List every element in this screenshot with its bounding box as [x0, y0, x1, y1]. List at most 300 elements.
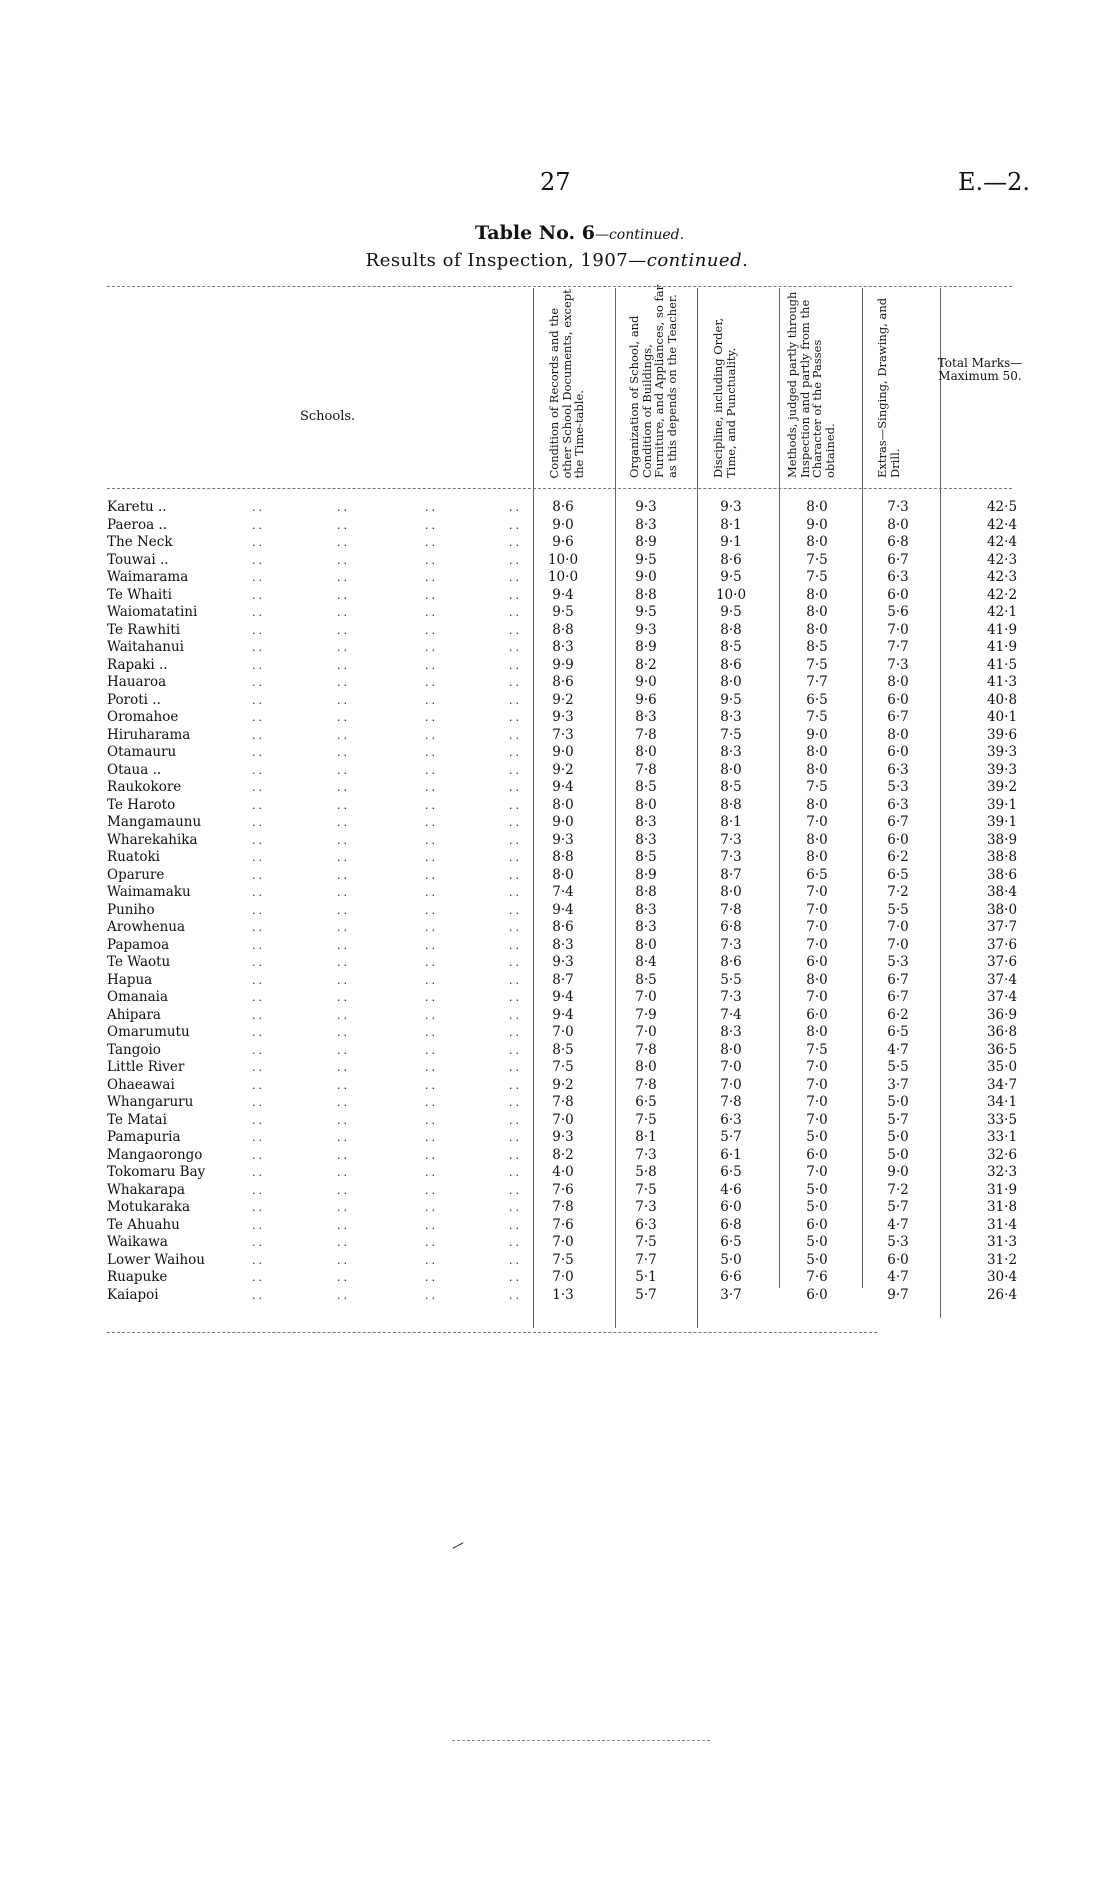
- leader-dots: ..: [509, 1148, 522, 1162]
- extras-value: 6·3: [887, 761, 909, 778]
- header-total-marks: Total Marks— Maximum 50.: [937, 356, 1023, 383]
- leader-dots: ..: [337, 1113, 350, 1127]
- table-row: [107, 691, 1018, 710]
- records-value: 9·0: [552, 814, 574, 830]
- leader-dots: ..: [252, 886, 265, 899]
- leader-dots: ..: [252, 798, 265, 812]
- discipline-value: 8·5: [720, 639, 742, 655]
- organization-value: 9·5: [635, 551, 657, 568]
- records-value: 9·2: [552, 1076, 574, 1093]
- leader-dots: ..: [252, 1043, 265, 1057]
- table-row: [107, 936, 1018, 955]
- leader-dots: ..: [252, 1026, 265, 1039]
- records-value: 8·0: [552, 796, 574, 813]
- methods-value: 7·0: [806, 884, 828, 900]
- extras-value: 7·0: [887, 919, 909, 935]
- leader-dots: ..: [509, 553, 522, 567]
- leader-dots: ..: [509, 1026, 522, 1039]
- records-value: 7·0: [552, 1269, 574, 1285]
- leader-dots: ..: [425, 641, 438, 654]
- total-value: 36·5: [986, 1041, 1018, 1058]
- extras-value: 6·7: [887, 551, 909, 568]
- school-name: Omanaia: [107, 989, 169, 1005]
- leader-dots: ..: [337, 518, 350, 532]
- leader-dots: ..: [425, 746, 438, 759]
- extras-value: 6·3: [887, 796, 909, 813]
- records-value: 7·6: [552, 1181, 574, 1198]
- total-value: 41·9: [986, 621, 1018, 638]
- leader-dots: ..: [252, 1078, 265, 1092]
- table-row: [107, 1164, 1018, 1182]
- total-value: 39·3: [986, 744, 1018, 760]
- leader-dots: ..: [425, 1183, 438, 1197]
- leader-dots: ..: [509, 1061, 522, 1074]
- total-value: 42·3: [986, 569, 1018, 585]
- total-value: 31·8: [986, 1199, 1018, 1215]
- leader-dots: ..: [425, 1218, 438, 1232]
- discipline-value: 6·5: [720, 1234, 742, 1250]
- leader-dots: ..: [425, 798, 438, 812]
- extras-value: 8·0: [887, 726, 909, 743]
- organization-value: 8·9: [635, 534, 657, 550]
- organization-value: 7·5: [635, 1234, 657, 1250]
- organization-value: 8·3: [635, 919, 657, 935]
- methods-value: 7·0: [806, 1094, 828, 1110]
- methods-value: 8·0: [806, 849, 828, 865]
- discipline-value: 9·1: [720, 534, 742, 550]
- leader-dots: ..: [425, 1078, 438, 1092]
- extras-value: 6·7: [887, 709, 909, 725]
- leader-dots: ..: [425, 956, 438, 969]
- leader-dots: ..: [509, 1078, 522, 1092]
- leader-dots: ..: [509, 728, 522, 742]
- extras-value: 5·7: [887, 1111, 909, 1128]
- school-name: Kaiapoi: [107, 1286, 159, 1303]
- table-row: [107, 569, 1018, 587]
- leader-dots: ..: [252, 1113, 265, 1127]
- methods-value: 7·6: [806, 1269, 828, 1285]
- extras-value: 8·0: [887, 516, 909, 533]
- table-row: [107, 761, 1018, 780]
- leader-dots: ..: [252, 1096, 265, 1109]
- organization-value: 8·5: [635, 971, 657, 988]
- leader-dots: ..: [425, 623, 438, 637]
- total-value: 42·3: [986, 551, 1018, 568]
- records-value: 9·4: [552, 1006, 574, 1023]
- leader-dots: ..: [252, 1253, 265, 1267]
- school-name: Motukaraka: [107, 1199, 191, 1215]
- organization-value: 8·0: [635, 796, 657, 813]
- discipline-value: 7·3: [720, 936, 742, 953]
- leader-dots: ..: [425, 763, 438, 777]
- extras-value: 6·7: [887, 971, 909, 988]
- footer-rule: [452, 1740, 710, 1741]
- organization-value: 7·3: [635, 1199, 657, 1215]
- table-row: [107, 1286, 1018, 1305]
- discipline-value: 9·5: [720, 691, 742, 708]
- records-value: 4·0: [552, 1164, 574, 1180]
- organization-value: 7·0: [635, 989, 657, 1005]
- organization-value: 8·3: [635, 709, 657, 725]
- discipline-value: 7·8: [720, 1094, 742, 1110]
- methods-value: 6·0: [806, 1006, 828, 1023]
- leader-dots: ..: [509, 536, 522, 549]
- total-value: 33·1: [986, 1129, 1018, 1145]
- school-name: Ruapuke: [107, 1269, 168, 1285]
- records-value: 9·0: [552, 516, 574, 533]
- methods-value: 7·0: [806, 1111, 828, 1128]
- records-value: 7·6: [552, 1216, 574, 1233]
- organization-value: 8·3: [635, 814, 657, 830]
- leader-dots: ..: [509, 938, 522, 952]
- leader-dots: ..: [425, 1043, 438, 1057]
- leader-dots: ..: [337, 1253, 350, 1267]
- total-value: 40·1: [986, 709, 1018, 725]
- leader-dots: ..: [425, 868, 438, 882]
- records-value: 8·6: [552, 919, 574, 935]
- leader-dots: ..: [337, 711, 350, 724]
- table-row: [107, 831, 1018, 850]
- leader-dots: ..: [337, 763, 350, 777]
- leader-dots: ..: [509, 781, 522, 794]
- table-row: [107, 516, 1018, 535]
- school-name: Touwai ..: [107, 551, 169, 568]
- leader-dots: ..: [425, 588, 438, 602]
- leader-dots: ..: [337, 641, 350, 654]
- total-value: 42·4: [986, 516, 1018, 533]
- school-name: Whangaruru: [107, 1094, 194, 1110]
- total-value: 37·6: [986, 936, 1018, 953]
- leader-dots: ..: [509, 571, 522, 584]
- discipline-value: 3·7: [720, 1286, 742, 1303]
- extras-value: 7·3: [887, 656, 909, 673]
- leader-dots: ..: [337, 1183, 350, 1197]
- school-name: Oromahoe: [107, 709, 179, 725]
- leader-dots: ..: [509, 1131, 522, 1144]
- leader-dots: ..: [337, 1131, 350, 1144]
- leader-dots: ..: [337, 676, 350, 689]
- methods-value: 7·0: [806, 989, 828, 1005]
- extras-value: 5·5: [887, 901, 909, 918]
- methods-value: 6·0: [806, 1146, 828, 1163]
- leader-dots: ..: [252, 676, 265, 689]
- school-name: Waimamaku: [107, 884, 191, 900]
- total-value: 34·1: [986, 1094, 1018, 1110]
- methods-value: 5·0: [806, 1199, 828, 1215]
- discipline-value: 8·0: [720, 1041, 742, 1058]
- records-value: 10·0: [547, 551, 579, 568]
- methods-value: 7·5: [806, 709, 828, 725]
- leader-dots: ..: [509, 676, 522, 689]
- methods-value: 8·5: [806, 639, 828, 655]
- header-schools: Schools.: [300, 409, 356, 424]
- discipline-value: 9·3: [720, 499, 742, 515]
- leader-dots: ..: [252, 956, 265, 969]
- total-value: 38·6: [986, 866, 1018, 883]
- discipline-value: 7·3: [720, 849, 742, 865]
- discipline-value: 9·5: [720, 604, 742, 620]
- leader-dots: ..: [425, 676, 438, 689]
- leader-dots: ..: [425, 1253, 438, 1267]
- school-name: Ruatoki: [107, 849, 160, 865]
- leader-dots: ..: [252, 606, 265, 619]
- leader-dots: ..: [337, 1008, 350, 1022]
- organization-value: 8·3: [635, 901, 657, 918]
- subtitle-main: Results of Inspection, 1907: [365, 250, 629, 271]
- discipline-value: 8·1: [720, 516, 742, 533]
- school-name: Ohaeawai: [107, 1076, 175, 1093]
- table-title-continued: —continued.: [594, 227, 685, 243]
- school-name: Te Waotu: [107, 954, 171, 970]
- leader-dots: ..: [509, 1113, 522, 1127]
- school-name: Te Rawhiti: [107, 621, 181, 638]
- table-row: [107, 1094, 1018, 1112]
- school-name: Wharekahika: [107, 831, 198, 848]
- school-name: Te Matai: [107, 1111, 167, 1128]
- table-row: [107, 849, 1018, 867]
- discipline-value: 6·8: [720, 1216, 742, 1233]
- table-row: [107, 621, 1018, 640]
- extras-value: 6·7: [887, 814, 909, 830]
- extras-value: 6·8: [887, 534, 909, 550]
- leader-dots: ..: [509, 606, 522, 619]
- leader-dots: ..: [509, 518, 522, 532]
- methods-value: 8·0: [806, 796, 828, 813]
- organization-value: 8·8: [635, 586, 657, 603]
- records-value: 8·3: [552, 639, 574, 655]
- organization-value: 9·0: [635, 569, 657, 585]
- leader-dots: ..: [509, 1201, 522, 1214]
- leader-dots: ..: [337, 728, 350, 742]
- records-value: 9·3: [552, 1129, 574, 1145]
- leader-dots: ..: [252, 571, 265, 584]
- leader-dots: ..: [337, 956, 350, 969]
- total-value: 41·5: [986, 656, 1018, 673]
- total-value: 42·1: [986, 604, 1018, 620]
- leader-dots: ..: [337, 1096, 350, 1109]
- leader-dots: ..: [425, 886, 438, 899]
- total-value: 42·5: [986, 499, 1018, 515]
- organization-value: 7·5: [635, 1181, 657, 1198]
- leader-dots: ..: [337, 991, 350, 1004]
- leader-dots: ..: [252, 781, 265, 794]
- leader-dots: ..: [425, 1113, 438, 1127]
- methods-value: 7·0: [806, 936, 828, 953]
- methods-value: 7·5: [806, 551, 828, 568]
- records-value: 8·0: [552, 866, 574, 883]
- records-value: 8·8: [552, 849, 574, 865]
- leader-dots: ..: [337, 1271, 350, 1284]
- leader-dots: ..: [252, 1166, 265, 1179]
- discipline-value: 6·8: [720, 919, 742, 935]
- leader-dots: ..: [425, 1026, 438, 1039]
- table-row: [107, 656, 1018, 675]
- leader-dots: ..: [509, 1271, 522, 1284]
- extras-value: 6·0: [887, 586, 909, 603]
- table-row: [107, 1111, 1018, 1130]
- methods-value: 9·0: [806, 516, 828, 533]
- school-name: Oparure: [107, 866, 165, 883]
- total-value: 35·0: [986, 1059, 1018, 1075]
- table-row: [107, 639, 1018, 657]
- leader-dots: ..: [509, 1288, 522, 1302]
- records-value: 9·3: [552, 709, 574, 725]
- methods-value: 6·5: [806, 691, 828, 708]
- discipline-value: 8·0: [720, 761, 742, 778]
- extras-value: 6·0: [887, 831, 909, 848]
- leader-dots: ..: [425, 1008, 438, 1022]
- leader-dots: ..: [337, 606, 350, 619]
- methods-value: 8·0: [806, 744, 828, 760]
- table-row: [107, 1076, 1018, 1095]
- discipline-value: 7·0: [720, 1059, 742, 1075]
- leader-dots: ..: [425, 1288, 438, 1302]
- leader-dots: ..: [509, 851, 522, 864]
- leader-dots: ..: [425, 501, 438, 514]
- discipline-value: 7·5: [720, 726, 742, 743]
- total-value: 36·8: [986, 1024, 1018, 1040]
- methods-value: 6·0: [806, 1286, 828, 1303]
- discipline-value: 8·8: [720, 621, 742, 638]
- leader-dots: ..: [337, 746, 350, 759]
- total-value: 33·5: [986, 1111, 1018, 1128]
- total-value: 32·6: [986, 1146, 1018, 1163]
- leader-dots: ..: [425, 1148, 438, 1162]
- total-value: 31·2: [986, 1251, 1018, 1268]
- total-value: 39·2: [986, 779, 1018, 795]
- discipline-value: 8·1: [720, 814, 742, 830]
- leader-dots: ..: [252, 763, 265, 777]
- records-value: 7·8: [552, 1094, 574, 1110]
- organization-value: 7·8: [635, 761, 657, 778]
- leader-dots: ..: [425, 973, 438, 987]
- leader-dots: ..: [509, 1183, 522, 1197]
- table-row: [107, 814, 1018, 832]
- leader-dots: ..: [425, 1131, 438, 1144]
- discipline-value: 5·0: [720, 1251, 742, 1268]
- extras-value: 5·3: [887, 779, 909, 795]
- leader-dots: ..: [337, 798, 350, 812]
- leader-dots: ..: [252, 501, 265, 514]
- extras-value: 9·0: [887, 1164, 909, 1180]
- methods-value: 7·7: [806, 674, 828, 690]
- table-row: [107, 744, 1018, 762]
- extras-value: 6·3: [887, 569, 909, 585]
- leader-dots: ..: [509, 1218, 522, 1232]
- leader-dots: ..: [425, 1166, 438, 1179]
- leader-dots: ..: [337, 903, 350, 917]
- page-code: E.—2.: [958, 168, 1031, 196]
- organization-value: 9·5: [635, 604, 657, 620]
- discipline-value: 8·6: [720, 551, 742, 568]
- extras-value: 4·7: [887, 1269, 909, 1285]
- extras-value: 6·5: [887, 1024, 909, 1040]
- total-value: 30·4: [986, 1269, 1018, 1285]
- school-name: Omarumutu: [107, 1024, 190, 1040]
- leader-dots: ..: [252, 1236, 265, 1249]
- school-name: Tangoio: [107, 1041, 161, 1058]
- methods-value: 7·5: [806, 569, 828, 585]
- school-name: Te Whaiti: [107, 586, 172, 603]
- school-name: Hapua: [107, 971, 153, 988]
- leader-dots: ..: [252, 1183, 265, 1197]
- leader-dots: ..: [425, 728, 438, 742]
- leader-dots: ..: [252, 658, 265, 672]
- records-value: 8·8: [552, 621, 574, 638]
- total-value: 42·4: [986, 534, 1018, 550]
- leader-dots: ..: [252, 746, 265, 759]
- leader-dots: ..: [252, 1131, 265, 1144]
- school-name: Arowhenua: [107, 919, 186, 935]
- table-row: [107, 954, 1018, 972]
- table-row: [107, 971, 1018, 990]
- school-name: Otamauru: [107, 744, 177, 760]
- school-name: Otaua ..: [107, 761, 162, 778]
- leader-dots: ..: [337, 938, 350, 952]
- discipline-value: 8·3: [720, 1024, 742, 1040]
- table-row: [107, 551, 1018, 570]
- discipline-value: 5·7: [720, 1129, 742, 1145]
- leader-dots: ..: [252, 711, 265, 724]
- extras-value: 5·3: [887, 954, 909, 970]
- organization-value: 5·1: [635, 1269, 657, 1285]
- leader-dots: ..: [252, 851, 265, 864]
- table-row: [107, 1041, 1018, 1060]
- methods-value: 6·5: [806, 866, 828, 883]
- organization-value: 8·0: [635, 744, 657, 760]
- leader-dots: ..: [425, 921, 438, 934]
- leader-dots: ..: [509, 1043, 522, 1057]
- leader-dots: ..: [509, 501, 522, 514]
- table-row: [107, 604, 1018, 622]
- leader-dots: ..: [509, 921, 522, 934]
- organization-value: 5·7: [635, 1286, 657, 1303]
- discipline-value: 9·5: [720, 569, 742, 585]
- school-name: Hiruharama: [107, 726, 191, 743]
- extras-value: 4·7: [887, 1041, 909, 1058]
- header-bottom-rule: [107, 488, 1012, 489]
- leader-dots: ..: [509, 833, 522, 847]
- leader-dots: ..: [425, 991, 438, 1004]
- school-name: Lower Waihou: [107, 1251, 205, 1268]
- discipline-value: 6·6: [720, 1269, 742, 1285]
- leader-dots: ..: [425, 571, 438, 584]
- organization-value: 8·3: [635, 831, 657, 848]
- records-value: 9·3: [552, 831, 574, 848]
- extras-value: 5·0: [887, 1146, 909, 1163]
- methods-value: 7·0: [806, 1059, 828, 1075]
- leader-dots: ..: [337, 1061, 350, 1074]
- methods-value: 7·5: [806, 656, 828, 673]
- discipline-value: 8·8: [720, 796, 742, 813]
- extras-value: 6·5: [887, 866, 909, 883]
- methods-value: 5·0: [806, 1234, 828, 1250]
- table-row: [107, 1199, 1018, 1217]
- total-value: 38·4: [986, 884, 1018, 900]
- table-bottom-rule: [107, 1332, 877, 1333]
- leader-dots: ..: [509, 746, 522, 759]
- leader-dots: ..: [252, 921, 265, 934]
- methods-value: 8·0: [806, 499, 828, 515]
- table-row: [107, 1269, 1018, 1287]
- discipline-value: 7·4: [720, 1006, 742, 1023]
- organization-value: 7·3: [635, 1146, 657, 1163]
- table-row: [107, 796, 1018, 815]
- records-value: 9·2: [552, 761, 574, 778]
- total-value: 41·9: [986, 639, 1018, 655]
- extras-value: 3·7: [887, 1076, 909, 1093]
- records-value: 9·4: [552, 586, 574, 603]
